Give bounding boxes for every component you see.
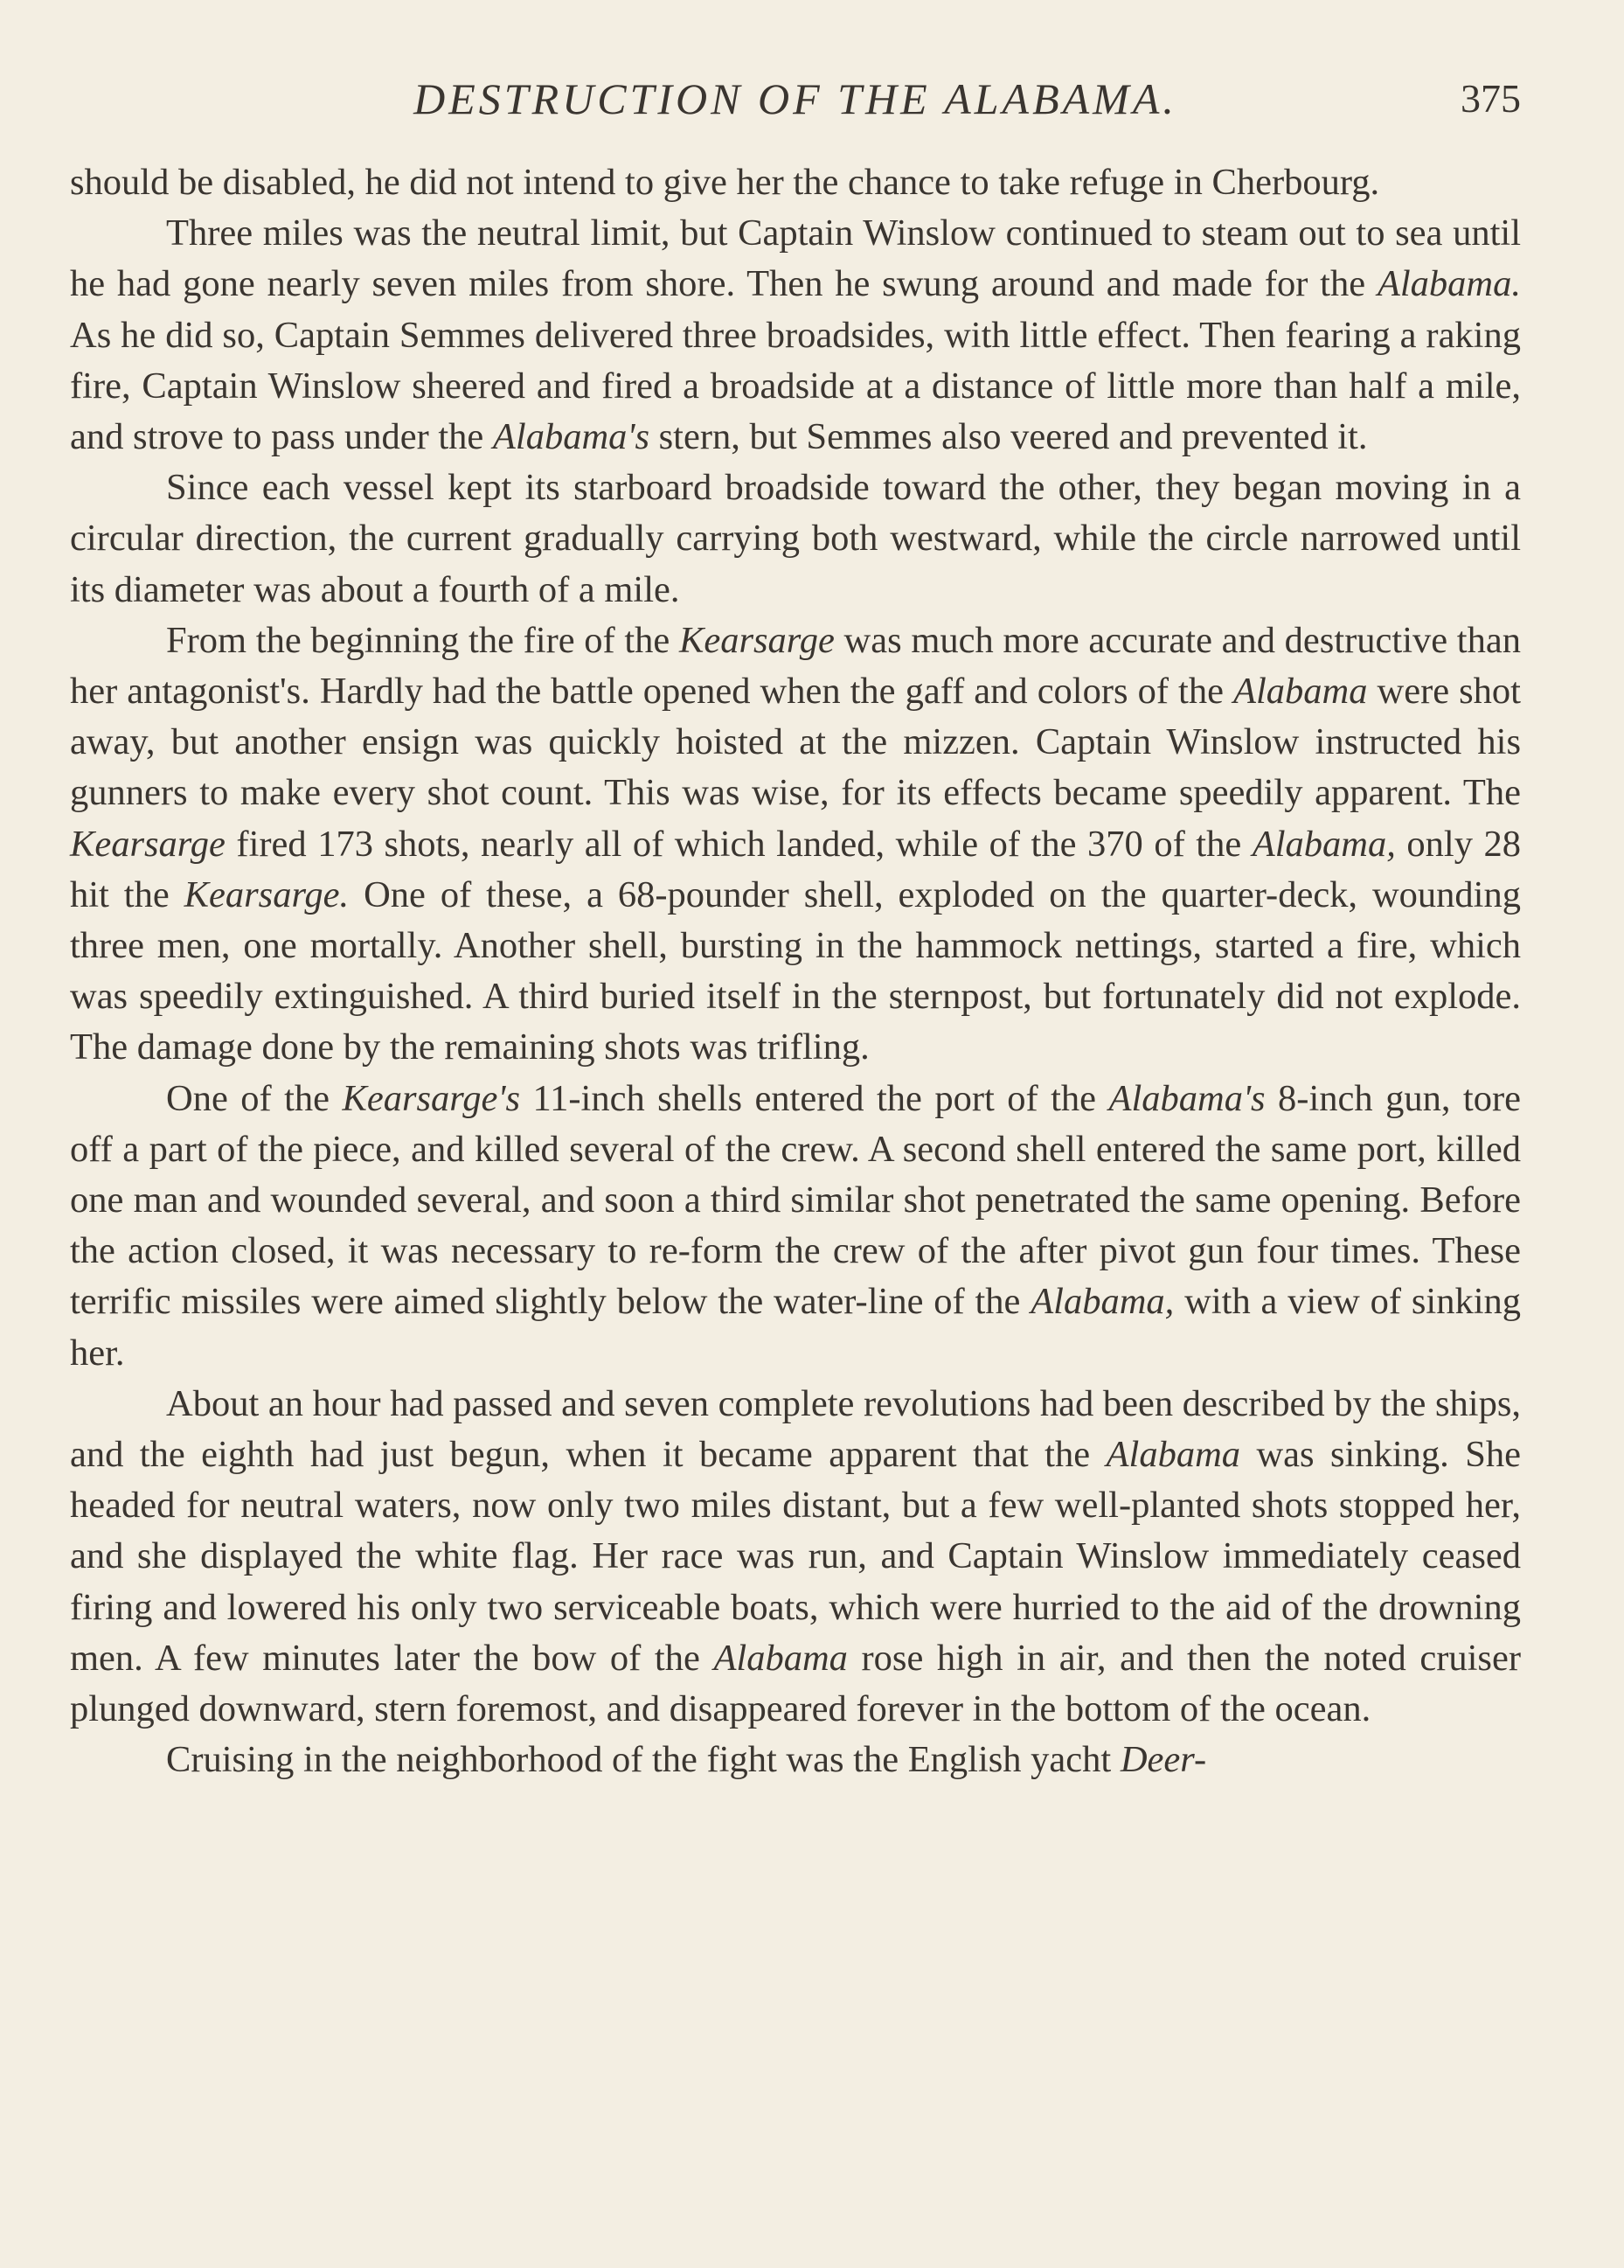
text-run: From the beginning the fire of the [166, 619, 679, 661]
body-text [70, 157, 1521, 1786]
italic-ship-name: Kearsarge [678, 619, 835, 661]
text-run: As he did so, Captain Semmes delivered three broadsides, with little effect. Then fearing a raking fire, Captain Winslow sheered and fired a broadside at a distance of little more than half a mile, and strove to pass under the [70, 314, 1521, 458]
text-run: Since each vessel kept its starboard broadside toward the other, they began moving in a circular direction, the current gradually carrying both westward, while the circle narrowed until its diameter was about a fourth of a mile. [70, 467, 1521, 610]
italic-ship-name: Kearsarge's [342, 1077, 521, 1119]
text-run: 8-inch gun, tore off a part of the piece, and killed several of the crew. A second shell entered the same port, killed one man and wounded several, and soon a third similar shot penetrated the same opening. Before the action closed, it was necessary to re-form the crew of the after pivot gun four times. These terrific missiles were aimed slightly below the water-line of the [70, 1077, 1521, 1323]
italic-ship-name: Kearsarge [70, 823, 226, 865]
text-run: One of these, a 68-pounder shell, exploded on the quarter-deck, wounding three men, one mortally. Another shell, bursting in the hammock nettings, started a fire, which was speedily extinguished. A third buried itself in the sternpost, but fortunately did not explode. The damage done by the remaining shots was trifling. [70, 873, 1521, 1068]
paragraph [70, 1074, 1521, 1379]
paragraph [70, 208, 1521, 463]
paragraph [70, 616, 1521, 1074]
italic-ship-name: Alabama, [1252, 823, 1396, 865]
text-run: only 28 hit the [70, 823, 1521, 915]
italic-ship-name: Deer- [1120, 1739, 1207, 1781]
text-run: One of the [166, 1077, 343, 1119]
text-run: stern, but Semmes also veered and prevented it. [649, 416, 1368, 458]
text-run: 11-inch shells entered the port of the [520, 1077, 1109, 1119]
text-run: Three miles was the neutral limit, but Captain Winslow continued to steam out to sea until he had gone nearly seven miles from shore. Then he swung around and made for the [70, 212, 1521, 305]
text-run: was much more accurate and destructive than her antagonist's. Hardly had the battle opened when the gaff and colors of the [70, 619, 1521, 713]
text-run: Cruising in the neighborhood of the fight was the English yacht [166, 1739, 1121, 1781]
running-title: DESTRUCTION OF THE ALABAMA. [413, 74, 1177, 123]
paragraph [70, 1379, 1521, 1735]
italic-ship-name: Alabama [713, 1637, 848, 1679]
italic-ship-name: Alabama's [1108, 1077, 1266, 1119]
paragraph [70, 1735, 1521, 1785]
italic-ship-name: Alabama's [492, 416, 650, 458]
text-run: with a view of sinking her. [70, 1281, 1521, 1374]
paragraph [70, 463, 1521, 616]
italic-ship-name: Alabama. [1377, 263, 1521, 305]
text-run: were shot away, but another ensign was quickly hoisted at the mizzen. Captain Winslow instructed his gunners to make every shot count. This was wise, for its effects became speedily apparent. The [70, 671, 1521, 814]
italic-ship-name: Alabama, [1031, 1281, 1175, 1323]
italic-ship-name: Kearsarge. [184, 873, 350, 915]
page-number: 375 [1461, 76, 1521, 121]
text-run: rose high in air, and then the noted cruiser plunged downward, stern foremost, and disappeared forever in the bottom of the ocean. [70, 1637, 1521, 1730]
paragraph [70, 157, 1521, 208]
italic-ship-name: Alabama [1233, 671, 1368, 713]
page-header [70, 68, 1521, 129]
text-run: was sinking. She headed for neutral waters, now only two miles distant, but a few well-planted shots stopped her, and she displayed the white flag. Her race was run, and Captain Winslow immediately ceased firing and lowered his only two serviceable boats, which were hurried to the aid of the drowning men. A few minutes later the bow of the [70, 1434, 1521, 1679]
text-run: fired 173 shots, nearly all of which landed, while of the 370 of the [225, 823, 1253, 865]
text-run: About an hour had passed and seven complete revolutions had been described by the ships, and the eighth had just begun, when it became apparent that the [70, 1382, 1521, 1476]
italic-ship-name: Alabama [1106, 1434, 1241, 1476]
text-run: should be disabled, he did not intend to give her the chance to take refuge in Cherbourg. [70, 162, 1380, 203]
